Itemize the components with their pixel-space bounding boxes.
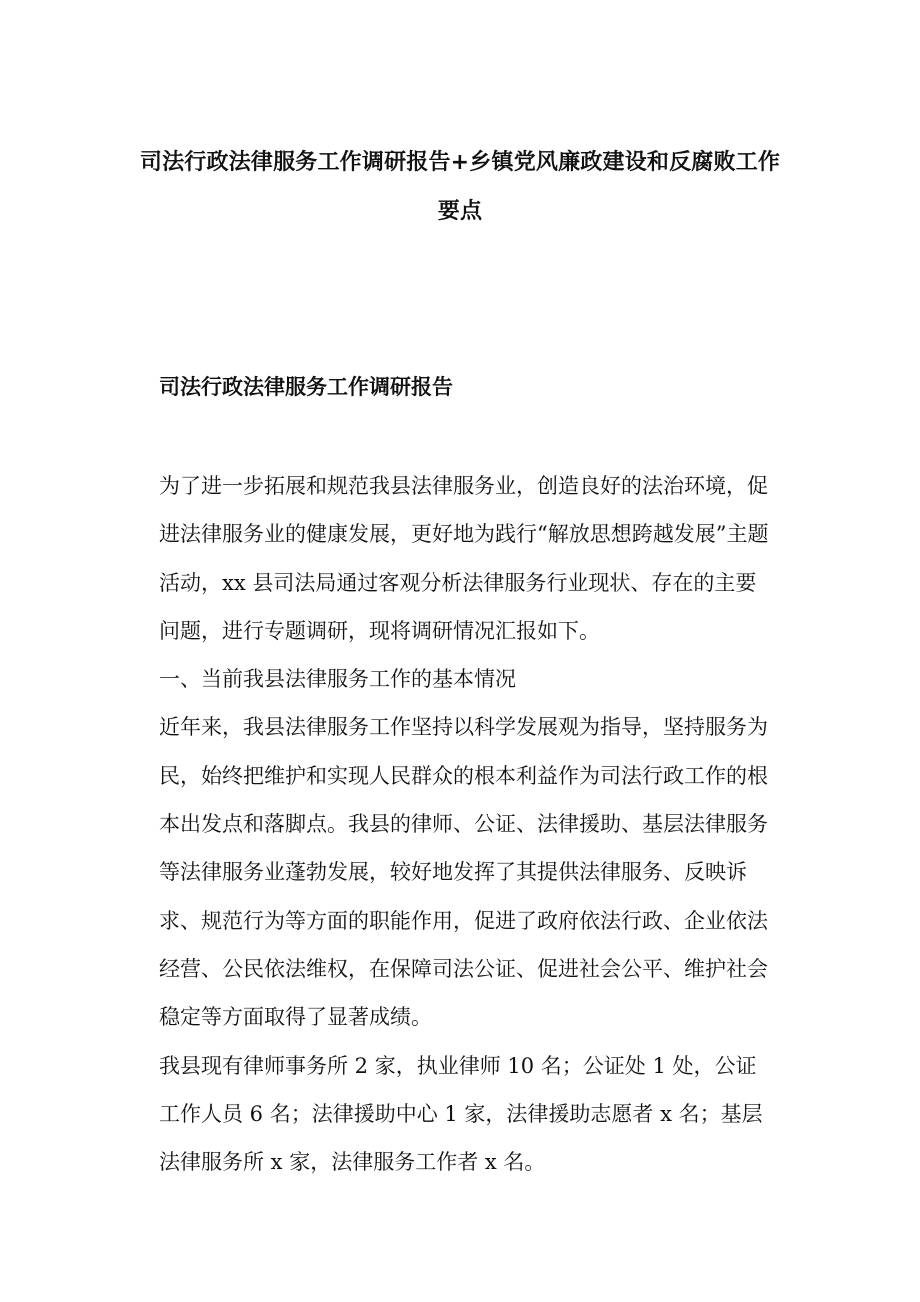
section-title: 司法行政法律服务工作调研报告 (159, 375, 453, 399)
paragraph-statistics: 我县现有律师事务所 2 家，执业律师 10 名；公证处 1 处，公证工作人员 6 名；法律援助中心 1 家，法律援助志愿者 x 名；基层法律服务所 x 家，法律服务工作者 x 名。 (159, 1053, 763, 1175)
paragraph-overview: 近年来，我县法律服务工作坚持以科学发展观为指导，坚持服务为民，始终把维护和实现人民群众的根本利益作为司法行政工作的根本出发点和落脚点。我县的律师、公证、法律援助、基层法律服务等法律服务业蓬勃发展，较好地发挥了其提供法律服务、反映诉求、规范行为等方面的职能作用，促进了政府依法行政、企业依法经营、公民依法维权，在保障司法公证、促进社会公平、维护社会稳定等方面取得了显著成绩。 (159, 715, 768, 1030)
document-body (159, 462, 771, 1186)
document-title: 司法行政法律服务工作调研报告+乡镇党风廉政建设和反腐败工作要点 (139, 150, 781, 224)
paragraph-heading-1: 一、当前我县法律服务工作的基本情况 (159, 667, 516, 692)
paragraph-intro: 为了进一步拓展和规范我县法律服务业，创造良好的法治环境，促进法律服务业的健康发展，更好地为践行“解放思想跨越发展”主题活动，xx 县司法局通过客观分析法律服务行业现状、存在的主要问题，进行专题调研，现将调研情况汇报如下。 (159, 474, 769, 643)
